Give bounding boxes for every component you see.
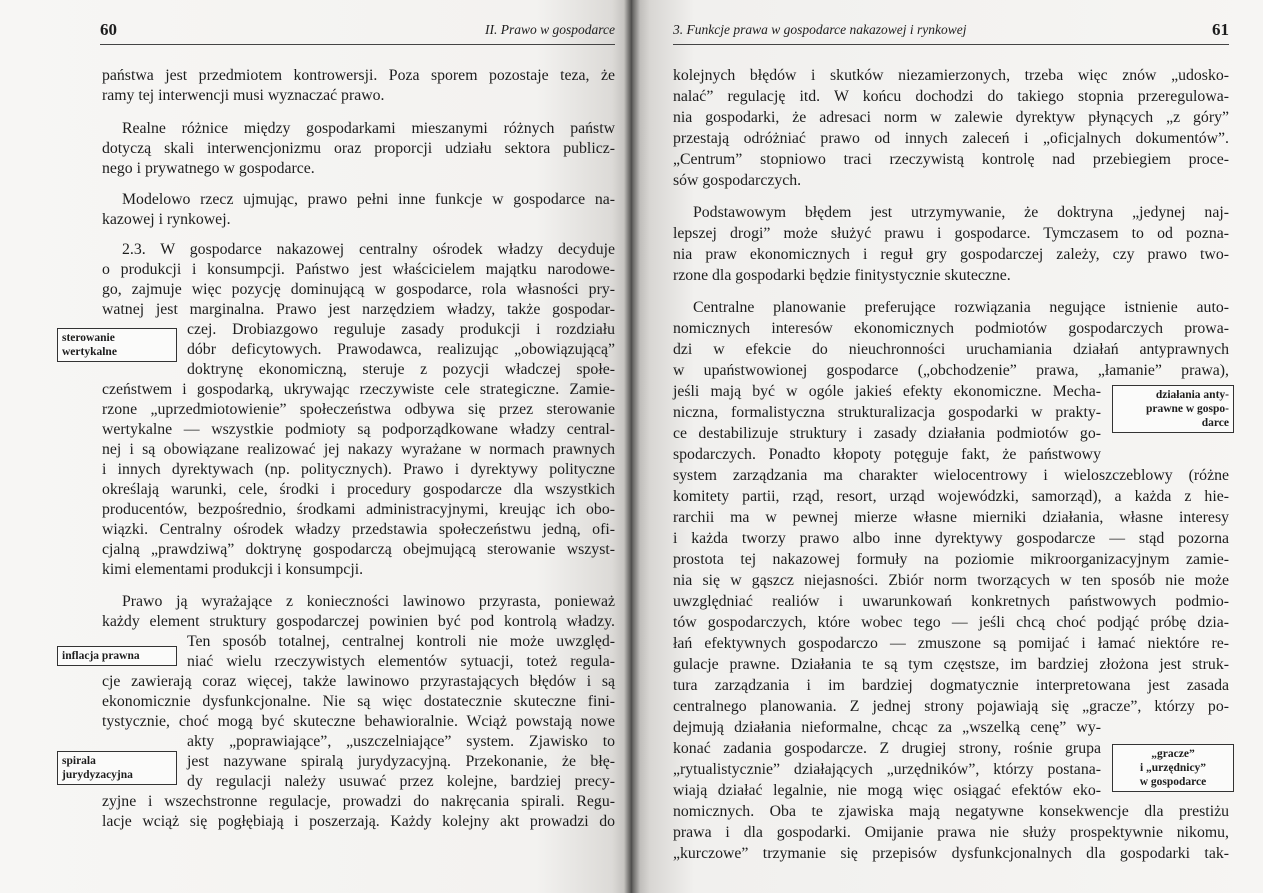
margin-note-line: jurydyzacyjna <box>62 769 133 781</box>
text-line: nia gospodarki, że adresaci norm w zalewie dyrektyw płynących „z góry” <box>673 109 1229 126</box>
margin-note-line: „gracze” <box>1151 748 1195 760</box>
text-line: centralnego planowania. Z jednej strony pojawiają się „gracze”, którzy po- <box>673 698 1229 715</box>
text-line: go, zajmuje więc pozycję dominującą w gospodarce, rola własności pry- <box>102 281 615 298</box>
text-line: dzi w efekcie do nieuchronności uruchamiania działań antyprawnych <box>673 341 1229 358</box>
text-line: uwzględniać realiów i uwarunkowań konkretnych państwowych podmio- <box>673 593 1229 610</box>
text-line: Modelowo rzecz ujmując, prawo pełni inne funkcje w gospodarce na- <box>122 191 615 208</box>
margin-note-line: w gospodarce <box>1139 776 1207 788</box>
text-line: każdy element struktury gospodarczej powinien być pod kontrolą władzy. <box>102 613 615 630</box>
text-line: prawa i dla gospodarki. Omijanie prawa nie służy prospektywnie nikomu, <box>673 824 1229 841</box>
text-line: wiązki. Centralny ośrodek władzy przedstawia społeczeństwu jedną, ofi- <box>102 521 615 538</box>
text-line: dotyczą skali interwencjonizmu oraz proporcji udziału sektora publicz- <box>102 140 615 157</box>
margin-note-line: sterowanie <box>62 332 115 344</box>
text-line: niać wielu rzeczywistych elementów sytuacji, toteż regula- <box>187 653 615 670</box>
text-line: w upaństwowionej gospodarce („obchodzenie” prawa, „łamanie” prawa), <box>673 362 1229 379</box>
margin-note-dzialania <box>1112 385 1234 433</box>
text-line: sów gospodarczych. <box>673 172 802 189</box>
text-line: Ten sposób totalnej, centralnej kontroli nie może uwzględ- <box>187 633 615 650</box>
text-line: jest nazywane spiralą jurydyzacyjną. Przekonanie, że błę- <box>187 753 615 770</box>
text-line: lepszej drogi” może służyć prawu i gospodarce. Tymczasem to od pozna- <box>673 225 1229 242</box>
text-line: spodarczych. Ponadto kłopoty potęguje fakt, że państwowy <box>673 446 1101 463</box>
text-line: dóbr deficytowych. Prawodawca, realizując „obowiązującą” <box>187 341 615 358</box>
text-line: jeśli mają być w ogóle jakieś efekty ekonomiczne. Mecha- <box>673 383 1101 400</box>
text-line: doktrynę ekonomiczną, steruje z pozycji władczej społe- <box>187 361 615 378</box>
text-line: Centralne planowanie preferujące rozwiązania negujące istnienie auto- <box>693 299 1229 316</box>
text-line: gulacje prawne. Działania te są tym częstsze, im bardziej złożona jest struk- <box>673 656 1229 673</box>
left-page-header <box>100 20 615 45</box>
text-line: „kurczowe” trzymanie się przepisów dysfunkcjonalnych dla gospodarki tak- <box>673 845 1229 862</box>
margin-note-line: spirala <box>62 755 96 767</box>
margin-note-spirala <box>57 751 177 785</box>
text-line: tura zarządzania i im bardziej dogmatycznie interpretowana jest zasada <box>673 677 1229 694</box>
margin-note-sterowanie <box>57 328 177 362</box>
text-line: o produkcji i konsumpcji. Państwo jest właścicielem majątku narodowe- <box>102 261 615 278</box>
text-line: kazowej i rynkowej. <box>102 211 231 228</box>
text-line: kolejnych błędów i skutków niezamierzonych, trzeba więc znów „udosko- <box>673 67 1229 84</box>
right-page-header <box>673 20 1229 45</box>
text-line: czeństwem i gospodarką, ukrywając rzeczywiste cele strategiczne. Zamie- <box>102 381 615 398</box>
margin-note-line: i „urzędnicy” <box>1139 762 1207 774</box>
text-line: niczna, formalistyczna strukturalizacja gospodarki w prakty- <box>673 404 1101 421</box>
text-line: nej i są obowiązane realizować jej nakazy wyrażane w normach prawnych <box>102 441 615 458</box>
text-line: cje zawierają coraz więcej, także lawinowo przyrastających błędów i są <box>102 673 615 690</box>
text-line: system zarządzania ma charakter wielocentrowy i wieloszczeblowy (różne <box>673 467 1229 484</box>
margin-note-gracze <box>1112 744 1234 792</box>
text-line: nia się w gąszcz niejasności. Zbiór norm tworzących w ten sposób nie może <box>673 572 1229 589</box>
margin-note-line: wertykalne <box>62 346 117 358</box>
text-line: rzone dla gospodarki będzie finitystycznie skuteczne. <box>673 267 1011 284</box>
text-line: dy regulacji należy usuwać przez kolejne, bardziej precy- <box>187 773 615 790</box>
left-page <box>0 0 631 893</box>
text-line: i innych dyrektywach (np. politycznych). Prawo i dyrektywy polityczne <box>102 461 615 478</box>
text-line: ramy tej interwencji musi wyznaczać prawo. <box>102 87 385 104</box>
margin-note-line: darce <box>1201 417 1229 429</box>
text-line: tów gospodarczych, które wobec tego — jeśli chcą choć podjąć próbę dzia- <box>673 614 1229 631</box>
text-line: wertykalne — wszystkie podmioty są podporządkowane władzy central- <box>102 421 615 438</box>
text-line: 2.3. W gospodarce nakazowej centralny ośrodek władzy decyduje <box>122 241 615 258</box>
text-line: kimi elementami produkcji i konsumpcji. <box>102 561 364 578</box>
text-line: przestają odróżniać prawo od innych zaleceń i „oficjalnych dokumentów”. <box>673 130 1229 147</box>
text-line: państwa jest przedmiotem kontrowersji. Poza sporem pozostaje teza, że <box>102 67 615 84</box>
text-line: nomicznych interesów ekonomicznych podmiotów gospodarczych prowa- <box>673 320 1229 337</box>
left-page-number: 60 <box>100 20 117 39</box>
text-line: nego i prywatnego w gospodarce. <box>102 160 315 177</box>
text-line: tystycznie, choć mogą być skuteczne behawioralnie. Wciąż powstają nowe <box>102 713 615 730</box>
margin-note-line: działania anty- <box>1155 389 1229 401</box>
right-running-title: 3. Funkcje prawa w gospodarce nakazowej i rynkowej <box>673 22 967 37</box>
right-page-number: 61 <box>1212 20 1229 39</box>
text-line: Podstawowym błędem jest utrzymywanie, że doktryna „jedynej naj- <box>693 204 1229 221</box>
text-line: ce destabilizuje struktury i zasady działania podmiotów go- <box>673 425 1101 442</box>
text-line: konać zadania gospodarcze. Z drugiej strony, rośnie grupa <box>673 740 1101 757</box>
text-line: ekonomicznie dysfunkcjonalne. Nie są więc dostatecznie skuteczne fini- <box>102 693 615 710</box>
text-line: nalać” regulację itd. W końcu dochodzi do takiego stopnia przeregulowa- <box>673 88 1229 105</box>
text-line: komitety partii, rząd, resort, urząd wojewódzki, samorząd), a każda z hie- <box>673 488 1229 505</box>
text-line: wiają działać legalnie, nie mogą więc osiągać efektów eko- <box>673 782 1101 799</box>
text-line: producentów, bezpośrednio, środkami administracyjnymi, kreując ich obo- <box>102 501 615 518</box>
text-line: akty „poprawiające”, „uszczelniające” system. Zjawisko to <box>187 733 615 750</box>
text-line: określają warunki, cele, środki i procedury gospodarcze dla wszystkich <box>102 481 615 498</box>
text-line: cjalną „prawdziwą” doktrynę gospodarczą obejmującą sterowanie wszyst- <box>102 541 615 558</box>
left-running-title: II. Prawo w gospodarce <box>485 22 615 37</box>
text-line: „rytualistycznie” działających „urzędników”, którzy postana- <box>673 761 1101 778</box>
right-page <box>631 0 1263 893</box>
margin-note-inflacja <box>57 646 177 666</box>
text-line: Prawo ją wyrażające z konieczności lawinowo przyrasta, ponieważ <box>122 593 615 610</box>
text-line: rzone „uprzedmiotowienie” społeczeństwa odbywa się przez sterowanie <box>102 401 615 418</box>
text-line: łań efektywnych gospodarczo — zmuszone są pomijać i łamać niektóre re- <box>673 635 1229 652</box>
text-line: nia praw ekonomicznych i reguł gry gospodarczej zależy, czy prawo two- <box>673 246 1229 263</box>
text-line: „Centrum” stopniowo traci rzeczywistą kontrolę nad przebiegiem proce- <box>673 151 1229 168</box>
text-line: watnej jest marginalna. Prawo jest narzędziem władzy, także gospodar- <box>102 301 615 318</box>
text-line: i każda tworzy prawo albo inne dyrektywy gospodarcze — stąd pozorna <box>673 530 1229 547</box>
margin-note-line: inflacja prawna <box>62 650 140 662</box>
margin-note-line: prawne w gospo- <box>1145 403 1229 415</box>
text-line: zyjne i wszechstronne regulacje, prowadzi do nakręcania spirali. Regu- <box>102 793 615 810</box>
text-line: rarchii ma w pewnej mierze własne mierniki działania, własne interesy <box>673 509 1229 526</box>
text-line: dejmują działania nieformalne, chcąc za „wszelką cenę” wy- <box>673 719 1101 736</box>
text-line: Realne różnice między gospodarkami mieszanymi różnych państw <box>122 120 615 137</box>
text-line: prostota tej nakazowej formuły na poziomie mikroorganizacyjnym zamie- <box>673 551 1229 568</box>
text-line: nomicznych. Oba te zjawiska mają negatywne konsekwencje dla prestiżu <box>673 803 1229 820</box>
text-line: czej. Drobiazgowo reguluje zasady produkcji i rozdziału <box>187 321 615 338</box>
text-line: lacje wciąż się pogłębiają i poszerzają. Każdy kolejny akt prowadzi do <box>102 813 615 830</box>
book-spine-shadow <box>624 0 640 893</box>
